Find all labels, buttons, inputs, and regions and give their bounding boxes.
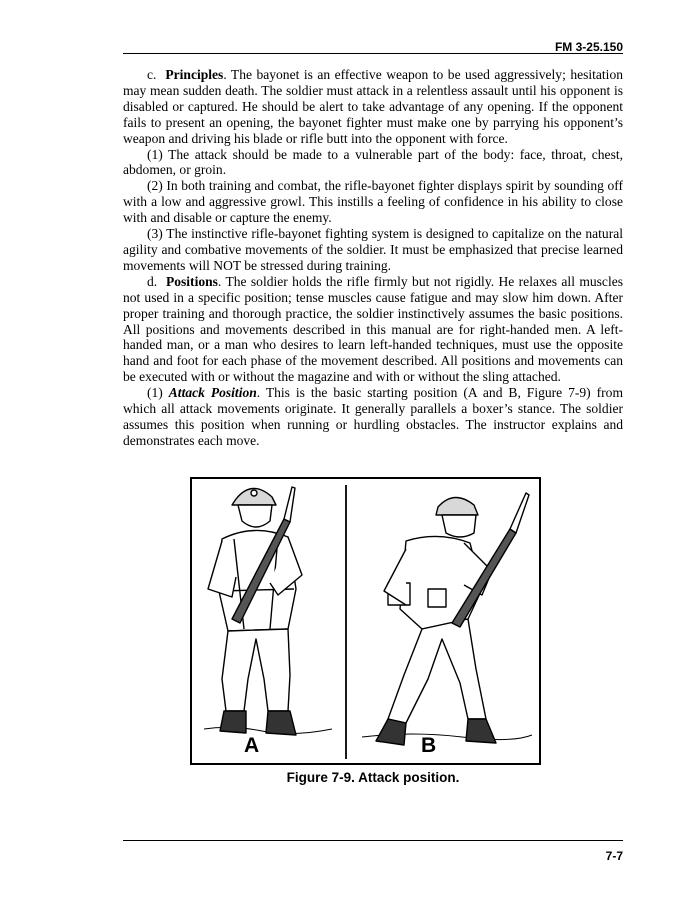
paragraph-positions: [123, 274, 623, 385]
body-text: [123, 67, 623, 449]
paragraph-text: . The bayonet is an effective weapon to be used aggressively; hesitation may mean sudden death. The soldier must attack in a relentless assault until his opponent is disabled or captured. He should be alert to take advantage of any opening. If the opponent fails to present an opening, the bayonet fighter must make one by parrying his opponent’s weapon and driving his blade or rifle butt into the opponent with force.: [123, 67, 623, 146]
header-rule: [123, 53, 623, 54]
footer-rule: [123, 840, 623, 841]
paragraph-text: . This is the basic starting position (A and B, Figure 7-9) from which all attack movements originate. It generally parallels a boxer’s stance. The soldier assumes this position when running or hurdling obstacles. The instructor explains and demonstrates each move.: [123, 385, 623, 448]
section-title: Attack Position: [168, 385, 257, 401]
figure-illustration: [192, 479, 539, 763]
figure-attack-position: [190, 477, 541, 765]
soldier-front-illustration: [204, 487, 332, 735]
figure-caption: Figure 7-9. Attack position.: [286, 770, 460, 785]
manual-code: FM 3-25.150: [554, 40, 623, 54]
paragraph-vulnerable-parts: (1) The attack should be made to a vulnerable part of the body: face, throat, chest, abdomen, or groin.: [123, 146, 623, 178]
panel-label-a: A: [244, 734, 260, 757]
paragraph-principles: [123, 67, 623, 147]
paragraph-spirit: (2) In both training and combat, the rifle-bayonet fighter displays spirit by sounding off with a low and aggressive growl. This instills a feeling of confidence in his ability to close with and disable or capture the enemy.: [123, 178, 623, 226]
section-marker: c.: [147, 67, 157, 82]
section-marker: (1): [147, 385, 163, 401]
panel-label-b: B: [421, 734, 437, 757]
page-number: 7-7: [605, 849, 623, 863]
paragraph-text: . The soldier holds the rifle firmly but not rigidly. He relaxes all muscles not used in a specific position; tense muscles cause fatigue and may slow him down. After proper training and thorough practice, the soldier instinctively assumes the basic positions. All positions and movements described in this manual are for right-handed men. A left-handed man, or a man who desires to learn left-handed techniques, must use the opposite hand and foot for each phase of the movement described. All positions and movements can be executed with or without the magazine and with or without the sling attached.: [123, 273, 623, 385]
section-title: Principles: [165, 67, 224, 82]
paragraph-attack-position: [123, 385, 623, 449]
paragraph-instinctive-system: (3) The instinctive rifle-bayonet fighting system is designed to capitalize on the natural agility and combative movements of the soldier. It must be emphasized that precise learned movements will NOT be stressed during training.: [123, 226, 623, 273]
section-title: Positions: [165, 273, 218, 289]
soldier-side-illustration: [362, 493, 532, 745]
section-marker: d.: [147, 273, 158, 289]
